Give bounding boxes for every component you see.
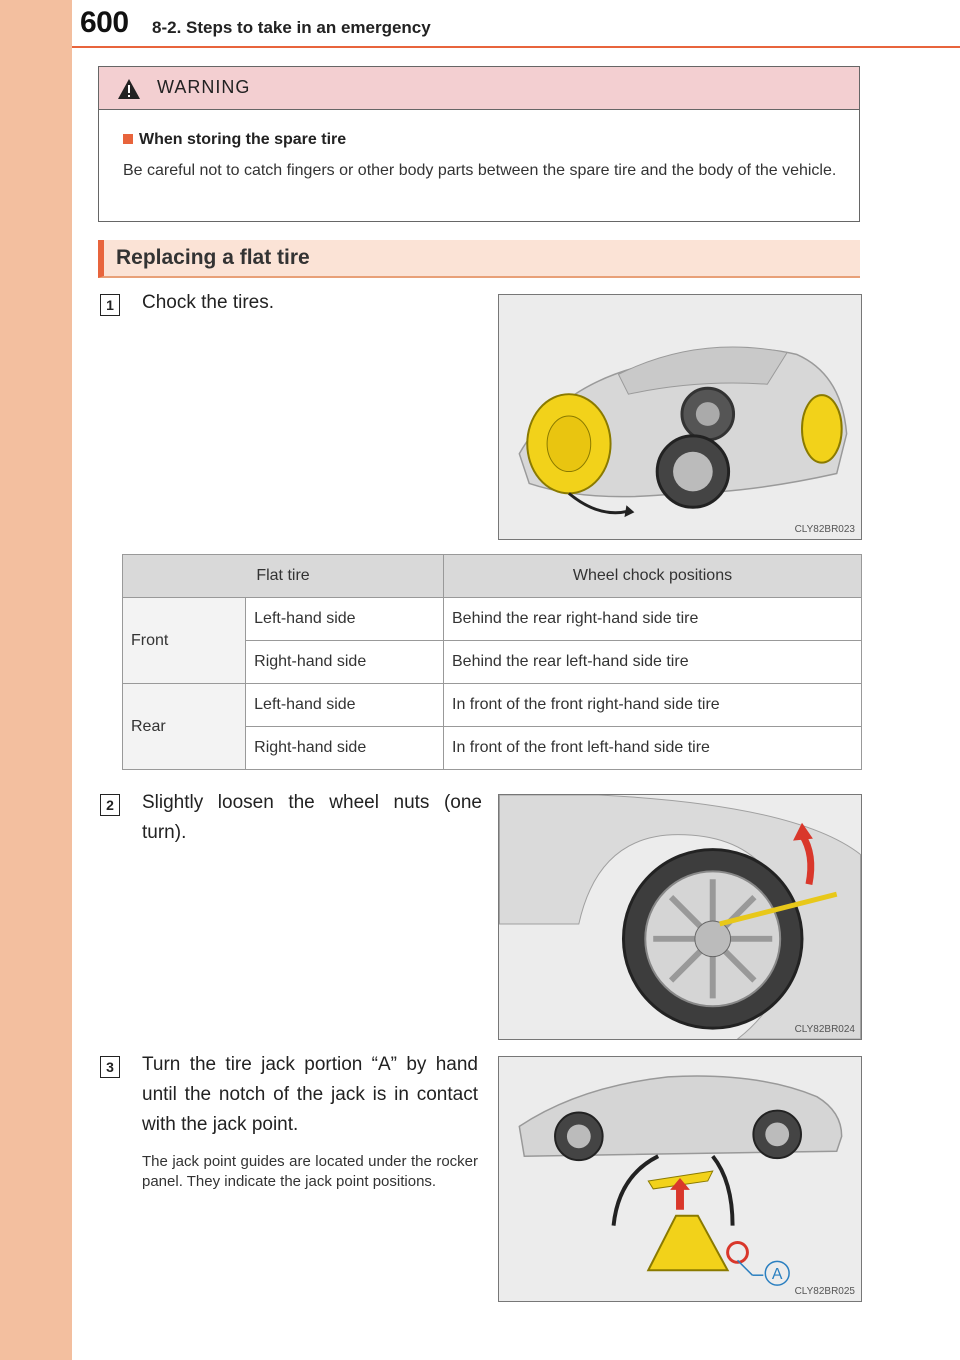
position-cell: In front of the front left-hand side tire	[444, 727, 862, 770]
wheel-wrench-illustration	[499, 795, 861, 1039]
header-chock-positions: Wheel chock positions	[444, 555, 862, 598]
warning-subtitle-text: When storing the spare tire	[139, 131, 347, 148]
section-title: 8-2. Steps to take in an emergency	[152, 18, 431, 37]
warning-title: WARNING	[157, 77, 251, 97]
position-cell: In front of the front right-hand side tire	[444, 684, 862, 727]
step-text-2: Slightly loosen the wheel nuts (one turn).	[142, 792, 482, 843]
step-text-3: Turn the tire jack portion “A” by hand until the notch of the jack is in contact with the jack point.	[142, 1054, 478, 1135]
step-note-3: The jack point guides are located under the rocker panel. They indicate the jack point positions.	[142, 1153, 478, 1190]
position-cell: Behind the rear left-hand side tire	[444, 641, 862, 684]
table-header-row	[123, 555, 862, 598]
chock-table	[122, 554, 862, 770]
figure-code-1: CLY82BR023	[794, 524, 855, 535]
group-front: Front	[123, 598, 246, 684]
warning-text: Be careful not to catch fingers or other body parts between the spare tire and the body of the vehicle.	[123, 162, 837, 179]
square-bullet-icon	[123, 134, 133, 144]
step-number-1: 1	[100, 294, 120, 316]
position-cell: Behind the rear right-hand side tire	[444, 598, 862, 641]
warning-subtitle	[123, 131, 346, 149]
figure-code-2: CLY82BR024	[794, 1024, 855, 1035]
figure-jack-point	[498, 1056, 862, 1302]
warning-triangle-icon	[117, 78, 141, 100]
side-strip	[0, 0, 72, 1360]
section-heading-text: Replacing a flat tire	[116, 246, 310, 269]
side-cell: Left-hand side	[246, 598, 444, 641]
step-number-3: 3	[100, 1056, 120, 1078]
page-number: 600	[80, 6, 129, 39]
warning-header	[99, 67, 859, 110]
step-text-1: Chock the tires.	[142, 292, 274, 313]
callout-a: A	[771, 1266, 783, 1284]
figure-loosen-nuts	[498, 794, 862, 1040]
side-cell: Right-hand side	[246, 727, 444, 770]
header-flat-tire: Flat tire	[123, 555, 444, 598]
side-cell: Left-hand side	[246, 684, 444, 727]
warning-box	[98, 66, 860, 222]
figure-code-3: CLY82BR025	[794, 1286, 855, 1297]
header-rule	[72, 46, 960, 48]
table-row	[123, 684, 862, 727]
side-cell: Right-hand side	[246, 641, 444, 684]
car-chock-illustration	[499, 295, 861, 539]
figure-chock-tires	[498, 294, 862, 540]
jack-illustration	[499, 1057, 861, 1301]
table-row	[123, 598, 862, 641]
section-heading	[98, 240, 860, 278]
group-rear: Rear	[123, 684, 246, 770]
step-number-2: 2	[100, 794, 120, 816]
